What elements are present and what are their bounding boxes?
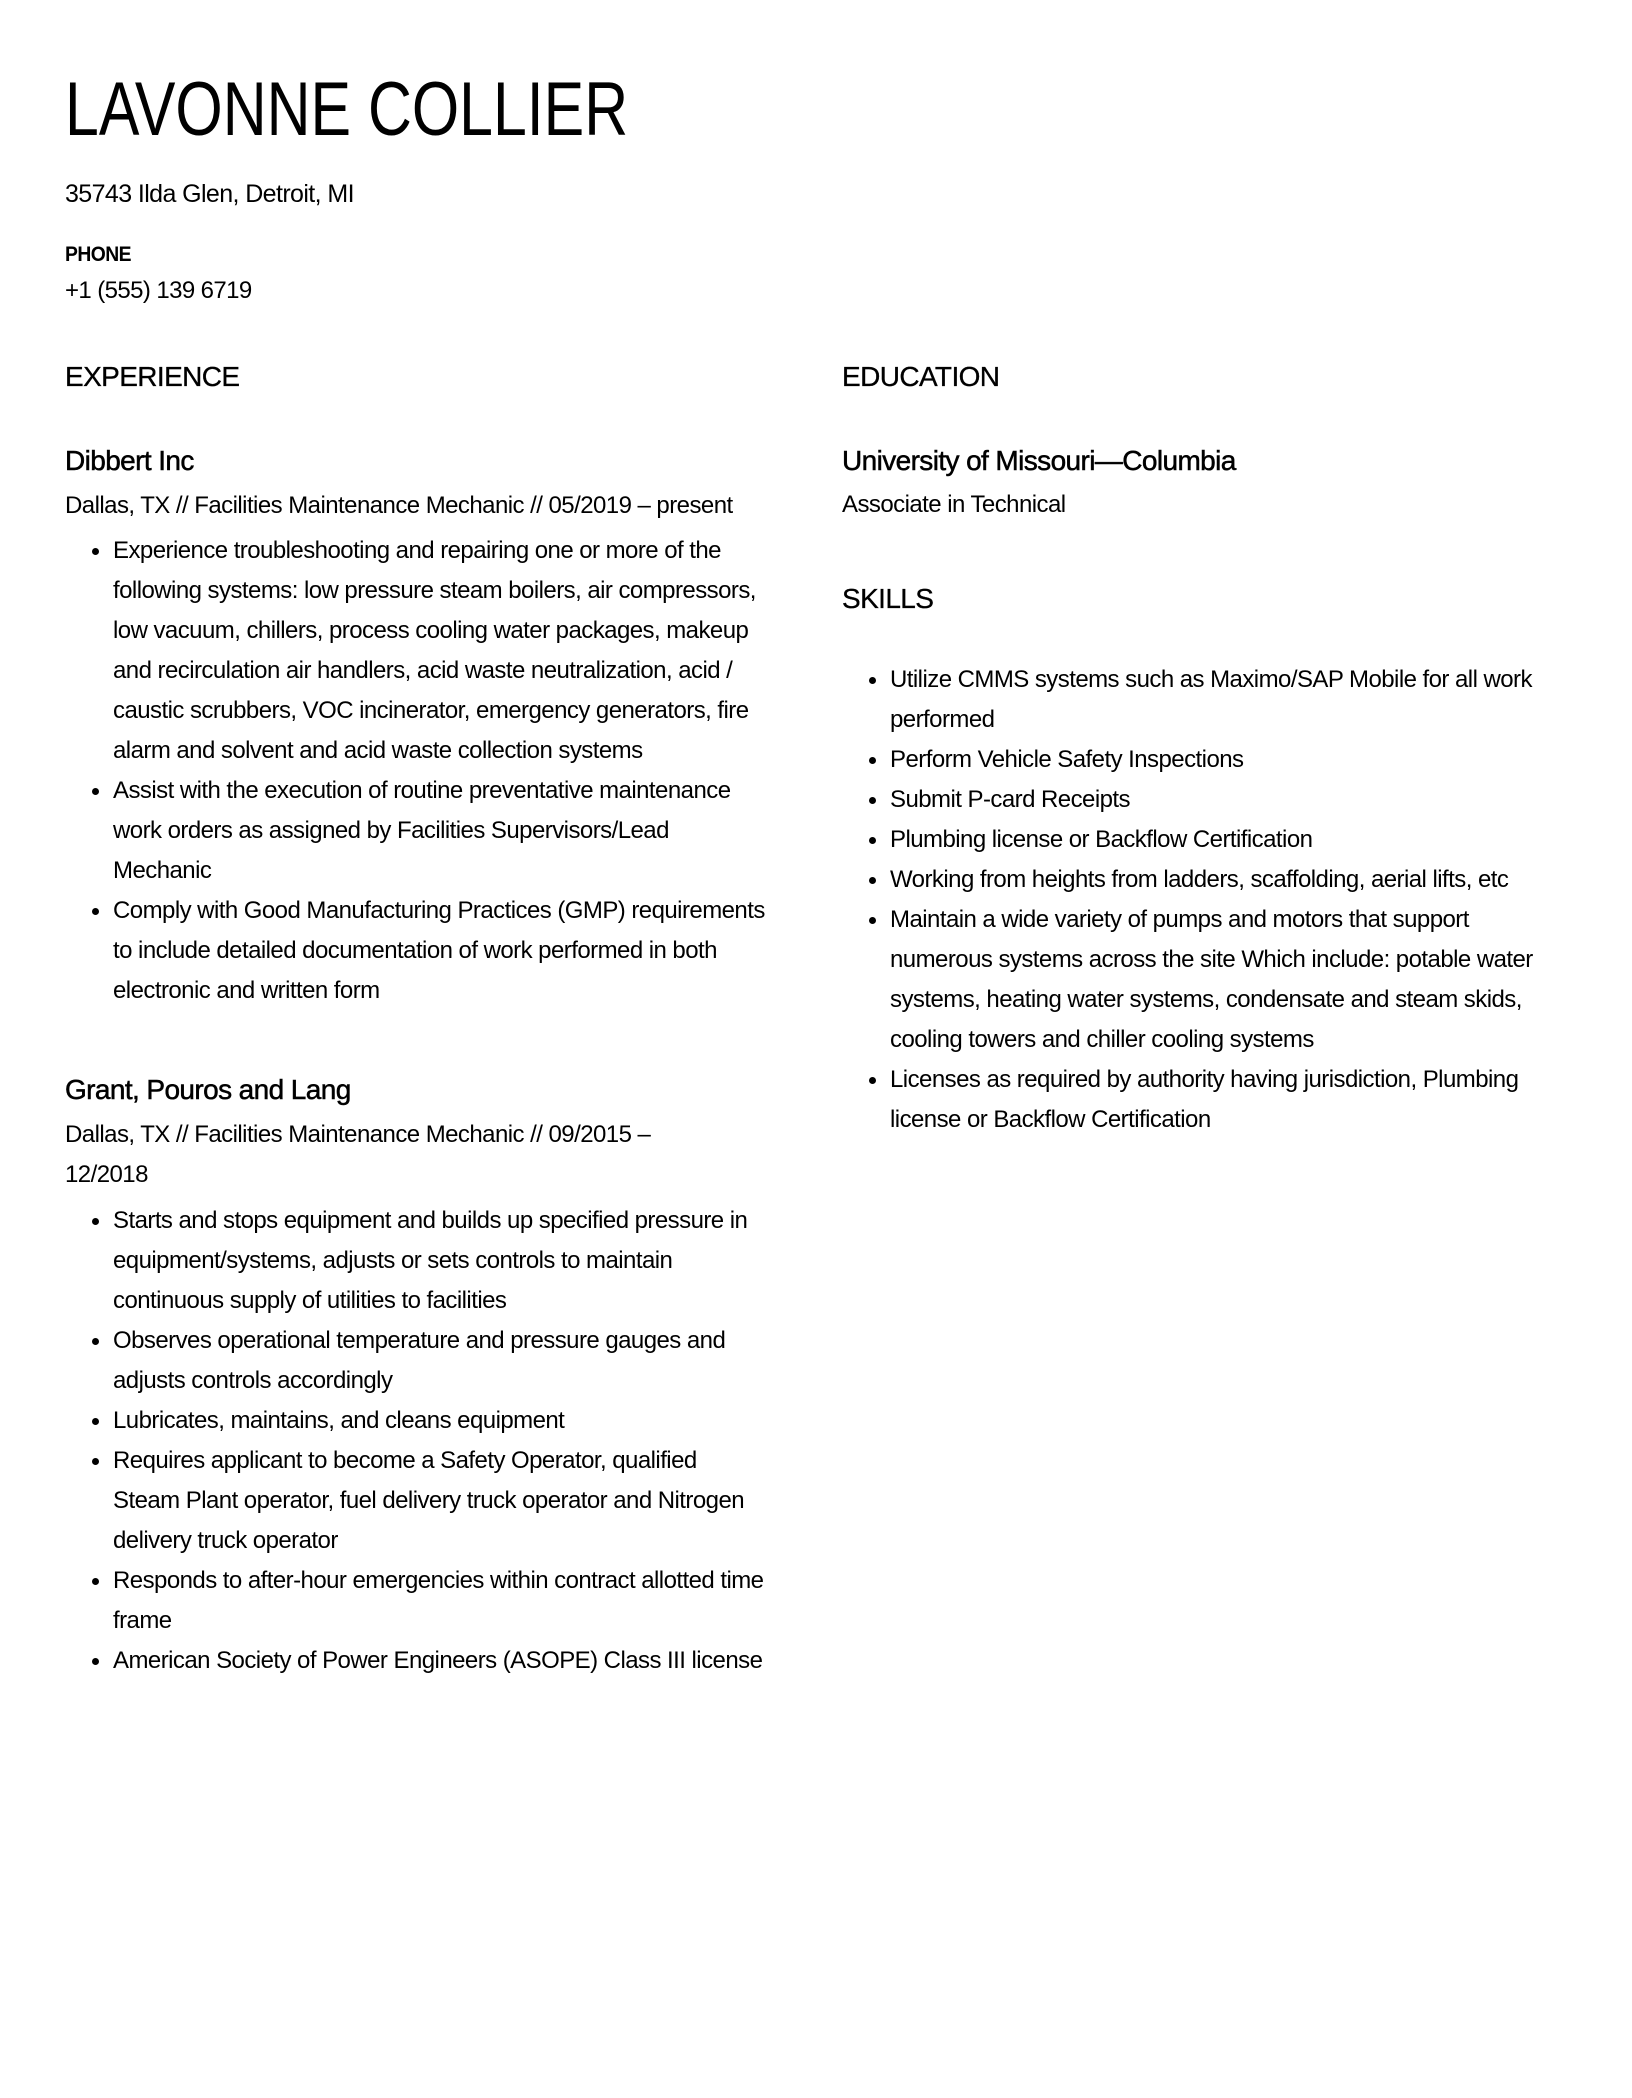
job-bullet-text: Requires applicant to become a Safety Operator, qualified Steam Plant operator, fuel delivery truck operator and Nitrogen delivery truck operator [113, 1447, 745, 1554]
skill-text: Plumbing license or Backflow Certification [890, 826, 1313, 853]
education-entry [842, 443, 1562, 525]
bullet-icon [869, 677, 876, 684]
skill-item [842, 740, 1542, 780]
experience-heading: EXPERIENCE [65, 361, 240, 392]
job-entry [65, 443, 785, 1011]
bullet-icon [869, 917, 876, 924]
bullet-icon [869, 797, 876, 804]
job-bullet [65, 1641, 765, 1681]
job-bullet [65, 1561, 765, 1641]
job-bullet-text: Assist with the execution of routine preventative maintenance work orders as assigned by Facilities Supervisors/Lead Mechanic [113, 777, 731, 884]
job-entry [65, 1072, 785, 1681]
phone-number: +1 (555) 139 6719 [65, 277, 252, 304]
bullet-icon [869, 877, 876, 884]
job-meta: Dallas, TX // Facilities Maintenance Mechanic // 09/2015 – 12/2018 [65, 1121, 651, 1188]
job-bullet [65, 891, 765, 1011]
skill-item [842, 860, 1542, 900]
job-bullet [65, 531, 765, 771]
job-bullet-text: Responds to after-hour emergencies within contract allotted time frame [113, 1567, 764, 1634]
job-company: Grant, Pouros and Lang [65, 1074, 351, 1105]
bullet-icon [92, 908, 99, 915]
job-bullets [65, 1201, 765, 1681]
phone-label: PHONE [65, 243, 131, 266]
job-company: Dibbert Inc [65, 445, 194, 476]
skill-text: Submit P-card Receipts [890, 786, 1130, 813]
skill-item [842, 1060, 1542, 1140]
bullet-icon [92, 548, 99, 555]
bullet-icon [92, 788, 99, 795]
bullet-icon [92, 1578, 99, 1585]
candidate-name: LAVONNE COLLIER [65, 67, 629, 152]
job-bullet [65, 771, 765, 891]
education-skills-column [842, 359, 1562, 1140]
skill-item [842, 820, 1542, 860]
skill-item [842, 660, 1542, 740]
job-bullet-text: Comply with Good Manufacturing Practices (GMP) requirements to include detailed documentation of work performed in both electronic and written form [113, 897, 765, 1004]
skills-list [842, 660, 1542, 1140]
bullet-icon [92, 1458, 99, 1465]
education-heading: EDUCATION [842, 361, 1000, 392]
job-bullet [65, 1441, 765, 1561]
school-name: University of Missouri—Columbia [842, 445, 1236, 476]
bullet-icon [92, 1338, 99, 1345]
address: 35743 Ilda Glen, Detroit, MI [65, 180, 354, 208]
skill-item [842, 780, 1542, 820]
skill-item [842, 900, 1542, 1060]
job-bullet-text: American Society of Power Engineers (ASOPE) Class III license [113, 1647, 763, 1674]
bullet-icon [92, 1218, 99, 1225]
job-bullet-text: Lubricates, maintains, and cleans equipment [113, 1407, 565, 1434]
job-bullet [65, 1321, 765, 1401]
job-bullet-text: Experience troubleshooting and repairing one or more of the following systems: low pressure steam boilers, air compressors, low vacuum, chillers, process cooling water packages, makeup and recirculation air handlers, acid waste neutralization, acid / caustic scrubbers, VOC incinerator, emergency generators, fire alarm and solvent and acid waste collection systems [113, 537, 756, 764]
bullet-icon [92, 1418, 99, 1425]
degree: Associate in Technical [842, 491, 1066, 518]
skill-text: Working from heights from ladders, scaffolding, aerial lifts, etc [890, 866, 1509, 893]
skill-text: Licenses as required by authority having jurisdiction, Plumbing license or Backflow Certification [890, 1066, 1519, 1133]
job-bullets [65, 531, 765, 1011]
job-bullet [65, 1401, 765, 1441]
skill-text: Perform Vehicle Safety Inspections [890, 746, 1244, 773]
skill-text: Maintain a wide variety of pumps and motors that support numerous systems across the site Which include: potable water systems, heating water systems, condensate and steam skids, cooling towers and chiller cooling systems [890, 906, 1533, 1053]
bullet-icon [92, 1658, 99, 1665]
skills-heading: SKILLS [842, 583, 934, 614]
bullet-icon [869, 1077, 876, 1084]
bullet-icon [869, 757, 876, 764]
job-meta: Dallas, TX // Facilities Maintenance Mechanic // 05/2019 – present [65, 492, 733, 519]
skill-text: Utilize CMMS systems such as Maximo/SAP Mobile for all work performed [890, 666, 1532, 733]
job-bullet-text: Observes operational temperature and pressure gauges and adjusts controls accordingly [113, 1327, 726, 1394]
bullet-icon [869, 837, 876, 844]
experience-section [65, 359, 785, 1681]
job-bullet-text: Starts and stops equipment and builds up specified pressure in equipment/systems, adjusts or sets controls to maintain continuous supply of utilities to facilities [113, 1207, 748, 1314]
job-bullet [65, 1201, 765, 1321]
